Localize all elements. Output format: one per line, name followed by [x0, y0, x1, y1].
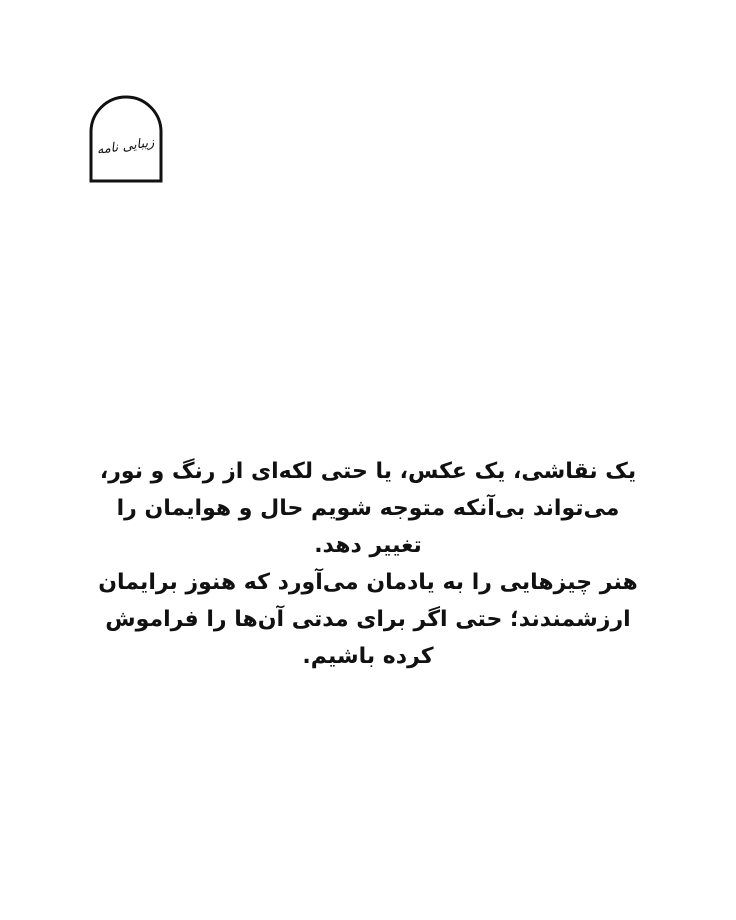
- poem-paragraph-1: یک نقاشی، یک عکس، یا حتی لکه‌ای از رنگ و نور، می‌تواند بی‌آنکه متوجه شویم حال و هوایمان را تغییر دهد.: [99, 459, 637, 558]
- logo-text: زیبایی نامه: [95, 135, 156, 158]
- arch-frame-logo-icon: [88, 94, 164, 184]
- brand-logo: [88, 94, 164, 184]
- poem-paragraph-2: هنر چیزهایی را به یادمان می‌آورد که هنوز برایمان ارزشمندند؛ حتی اگر برای مدتی آن‌ها را فراموش کرده باشیم.: [98, 570, 638, 669]
- poem-text-block: [90, 453, 646, 675]
